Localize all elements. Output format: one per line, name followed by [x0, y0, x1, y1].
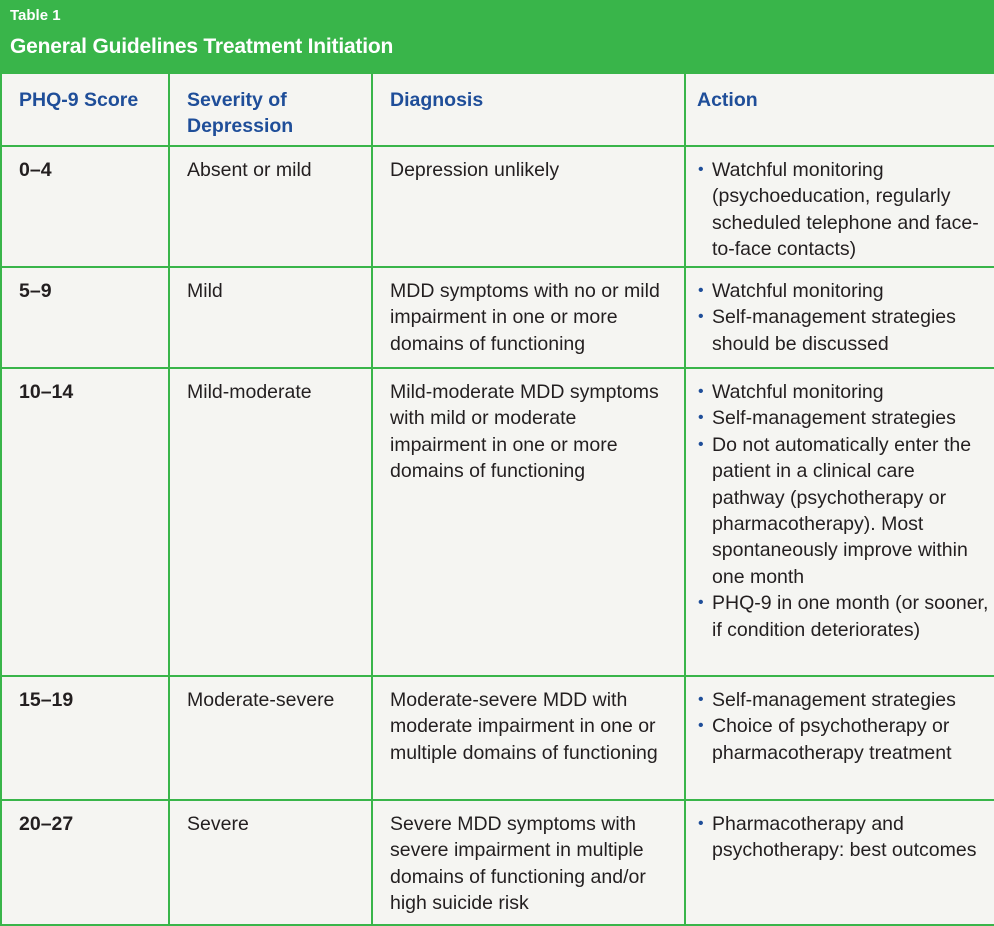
- severity-header-text: Severity of Depression: [187, 89, 294, 138]
- column-header-score: PHQ-9 Score: [1, 73, 169, 146]
- bullet-icon: •: [698, 161, 704, 178]
- action-item: [698, 304, 990, 357]
- bullet-icon: •: [698, 282, 704, 299]
- severity-cell: Mild-moderate: [169, 368, 372, 676]
- action-text: Watchful monitoring: [712, 280, 884, 302]
- action-item: [698, 379, 990, 405]
- action-list: [698, 278, 990, 357]
- table-row: [1, 267, 994, 368]
- action-item: [698, 278, 990, 304]
- table-row: [1, 368, 994, 676]
- bullet-icon: •: [698, 691, 704, 708]
- action-item: [698, 811, 990, 864]
- diagnosis-cell: Severe MDD symptoms with severe impairment in multiple domains of functioning and/or high suicide risk: [372, 800, 685, 925]
- table-header-band: [0, 0, 994, 72]
- action-text: Self-management strategies should be discussed: [712, 306, 956, 355]
- severity-cell: Severe: [169, 800, 372, 925]
- action-text: Watchful monitoring: [712, 381, 884, 403]
- action-list: [698, 157, 990, 263]
- action-text: Self-management strategies: [712, 689, 956, 711]
- diagnosis-cell: Mild-moderate MDD symptoms with mild or moderate impairment in one or more domains of functioning: [372, 368, 685, 676]
- table-row: [1, 800, 994, 925]
- table-title: General Guidelines Treatment Initiation: [10, 35, 394, 58]
- action-item: [698, 432, 990, 590]
- diagnosis-cell: MDD symptoms with no or mild impairment in one or more domains of functioning: [372, 267, 685, 368]
- action-list: [698, 379, 990, 643]
- action-item: [698, 157, 990, 263]
- score-cell: 10–14: [1, 368, 169, 676]
- score-cell: 0–4: [1, 146, 169, 267]
- table-number-label: Table 1: [10, 7, 61, 24]
- bullet-icon: •: [698, 308, 704, 326]
- action-cell: [685, 267, 994, 368]
- table-row: [1, 146, 994, 267]
- bullet-icon: •: [698, 409, 704, 427]
- score-cell: 5–9: [1, 267, 169, 368]
- action-list: [698, 687, 990, 766]
- diagnosis-cell: Depression unlikely: [372, 146, 685, 267]
- severity-cell: Mild: [169, 267, 372, 368]
- column-header-severity: [169, 73, 372, 146]
- bullet-icon: •: [698, 815, 704, 832]
- table-row: [1, 676, 994, 800]
- action-cell: [685, 146, 994, 267]
- bullet-icon: •: [698, 594, 704, 612]
- action-item: [698, 590, 990, 643]
- action-text: Pharmacotherapy and psychotherapy: best outcomes: [712, 813, 977, 862]
- bullet-icon: •: [698, 435, 704, 453]
- action-cell: [685, 676, 994, 800]
- action-cell: [685, 368, 994, 676]
- bullet-icon: •: [698, 383, 704, 400]
- action-text: Choice of psychotherapy or pharmacotherapy treatment: [712, 715, 952, 764]
- severity-cell: Absent or mild: [169, 146, 372, 267]
- action-list: [698, 811, 990, 864]
- guidelines-table: [0, 72, 994, 926]
- score-cell: 20–27: [1, 800, 169, 925]
- score-cell: 15–19: [1, 676, 169, 800]
- action-text: Do not automatically enter the patient in a clinical care pathway (psychotherapy or pharmacotherapy). Most spontaneously improve within one month: [712, 433, 972, 588]
- action-item: [698, 687, 990, 713]
- severity-cell: Moderate-severe: [169, 676, 372, 800]
- action-item: [698, 713, 990, 766]
- table-body: [1, 146, 994, 925]
- column-header-action: Action: [685, 73, 994, 146]
- action-text: PHQ-9 in one month (or sooner, if condition deteriorates): [712, 592, 989, 641]
- action-text: Self-management strategies: [712, 407, 956, 430]
- column-header-row: [1, 73, 994, 146]
- diagnosis-cell: Moderate-severe MDD with moderate impairment in one or multiple domains of functioning: [372, 676, 685, 800]
- bullet-icon: •: [698, 717, 704, 735]
- column-header-diagnosis: Diagnosis: [372, 73, 685, 146]
- action-item: [698, 405, 990, 431]
- action-cell: [685, 800, 994, 925]
- action-text: Watchful monitoring (psychoeducation, regularly scheduled telephone and face-to-face contacts): [712, 159, 979, 261]
